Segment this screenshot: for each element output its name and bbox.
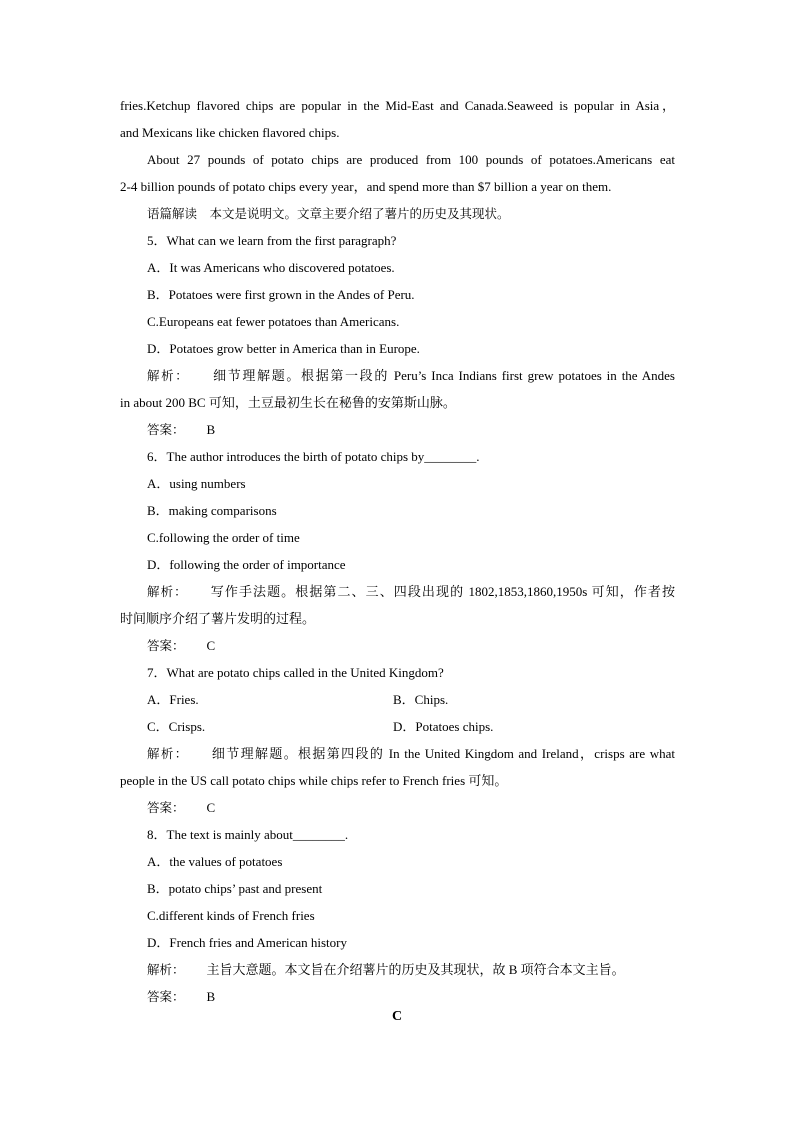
q5-option-c: C.Europeans eat fewer potatoes than Americans. xyxy=(147,314,400,329)
q8-analysis-label: 解析： xyxy=(147,962,185,977)
q8-analysis-line1 xyxy=(120,956,675,983)
q5-analysis-text: 细节理解题。根据第一段的 Peru’s Inca Indians first grew potatoes in the Andes xyxy=(211,368,675,383)
q7-analysis-text: 细节理解题。根据第四段的 In the United Kingdom and Ireland，crisps are what xyxy=(210,746,675,761)
section-heading-c: C xyxy=(391,1009,403,1024)
passage-summary: 语篇解读 本文是说明文。文章主要介绍了薯片的历史及其现状。 xyxy=(147,206,510,221)
q7-analysis-label: 解析： xyxy=(147,746,189,761)
q6-answer-label: 答案： xyxy=(147,638,185,653)
q6-analysis-line1 xyxy=(120,578,675,605)
q6-option-a: A．using numbers xyxy=(147,476,246,491)
document-body xyxy=(120,92,675,1010)
q6-option-b: B．making comparisons xyxy=(147,503,277,518)
q8-option-d: D．French fries and American history xyxy=(147,935,348,950)
q5-answer xyxy=(120,416,675,443)
q5-answer-value: B xyxy=(206,422,216,437)
q5-analysis-line2: in about 200 BC 可知，土豆最初生长在秘鲁的安第斯山脉。 xyxy=(120,395,456,410)
q8-option-b: B．potato chips’ past and present xyxy=(147,881,323,896)
q6-option-c: C.following the order of time xyxy=(147,530,300,545)
q7-stem: 7．What are potato chips called in the United Kingdom? xyxy=(147,665,444,680)
q5-analysis-line1 xyxy=(120,362,675,389)
q7-answer-value: C xyxy=(206,800,216,815)
q7-option-b: B．Chips. xyxy=(393,692,449,707)
q5-option-d: D．Potatoes grow better in America than in Europe. xyxy=(147,341,420,356)
q5-answer-label: 答案： xyxy=(147,422,185,437)
q7-option-c: C．Crisps. xyxy=(147,719,206,734)
q7-answer-label: 答案： xyxy=(147,800,185,815)
q8-option-c: C.different kinds of French fries xyxy=(147,908,315,923)
q5-option-a: A．It was Americans who discovered potatoes. xyxy=(147,260,395,275)
q7-answer xyxy=(120,794,675,821)
q7-options-row2 xyxy=(120,713,675,740)
q6-option-d: D．following the order of importance xyxy=(147,557,346,572)
passage-p1-line2: and Mexicans like chicken flavored chips. xyxy=(120,125,340,140)
q8-option-a: A．the values of potatoes xyxy=(147,854,283,869)
q7-analysis-line1 xyxy=(120,740,675,767)
q5-stem: 5．What can we learn from the first paragraph? xyxy=(147,233,397,248)
passage-p1-line1: fries.Ketchup flavored chips are popular in the Mid-East and Canada.Seaweed is popular in Asia， xyxy=(120,98,675,113)
q8-answer-value: B xyxy=(206,989,216,1004)
q7-option-d: D．Potatoes chips. xyxy=(393,719,494,734)
q6-analysis-line2: 时间顺序介绍了薯片发明的过程。 xyxy=(120,611,316,626)
q6-answer-value: C xyxy=(206,638,216,653)
q5-option-b: B．Potatoes were first grown in the Andes of Peru. xyxy=(147,287,415,302)
q8-answer-label: 答案： xyxy=(147,989,185,1004)
q8-analysis-text: 主旨大意题。本文旨在介绍薯片的历史及其现状，故 B 项符合本文主旨。 xyxy=(206,962,625,977)
passage-p2-line1: About 27 pounds of potato chips are produced from 100 pounds of potatoes.Americans eat xyxy=(147,152,675,167)
q5-analysis-label: 解析： xyxy=(147,368,190,383)
passage-p2-line2: 2-4 billion pounds of potato chips every year，and spend more than $7 billion a year on them. xyxy=(120,179,612,194)
q6-stem: 6．The author introduces the birth of potato chips by________. xyxy=(147,449,480,464)
q6-analysis-text: 写作手法题。根据第二、三、四段出现的 1802,1853,1860,1950s 可知，作者按 xyxy=(209,584,675,599)
q7-option-a: A．Fries. xyxy=(147,692,199,707)
q7-options-row1 xyxy=(120,686,675,713)
q7-analysis-line2: people in the US call potato chips while chips refer to French fries 可知。 xyxy=(120,773,508,788)
q6-analysis-label: 解析： xyxy=(147,584,188,599)
q6-answer xyxy=(120,632,675,659)
q8-stem: 8．The text is mainly about________. xyxy=(147,827,349,842)
